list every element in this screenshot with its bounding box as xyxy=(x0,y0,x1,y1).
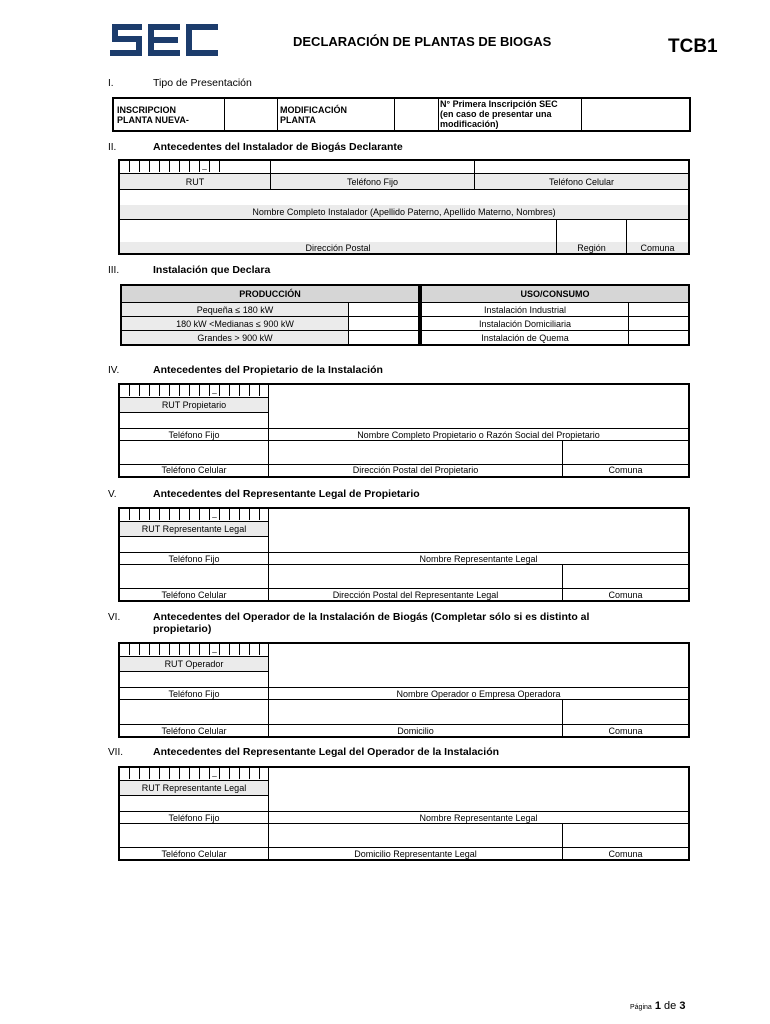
nombre-label: Nombre Completo Propietario o Razón Social del Propietario xyxy=(269,429,688,440)
uso-checkbox[interactable] xyxy=(629,303,688,316)
nombre-label: Nombre Representante Legal xyxy=(269,812,688,823)
uso-row-label: Instalación Industrial xyxy=(422,303,628,316)
rut-label: RUT Operador xyxy=(120,657,268,671)
produccion-row-label: 180 kW <Medianas ≤ 900 kW xyxy=(122,317,348,330)
uso-checkbox[interactable] xyxy=(629,317,688,330)
produccion-row-label: Pequeña ≤ 180 kW xyxy=(122,303,348,316)
operador-table xyxy=(118,642,690,738)
section-title: Tipo de Presentación xyxy=(153,77,252,89)
tel-fijo-label: Teléfono Fijo xyxy=(120,688,268,699)
tel-fijo-label: Teléfono Fijo xyxy=(120,553,268,564)
direccion-label: Dirección Postal del Representante Legal xyxy=(269,589,562,600)
rut-input[interactable]: _ xyxy=(120,509,260,520)
comuna-label: Comuna xyxy=(563,848,688,859)
comuna-label: Comuna xyxy=(563,725,688,736)
section-title: Instalación que Declara xyxy=(153,264,271,276)
direccion-label: Dirección Postal xyxy=(120,242,556,253)
rut-label: RUT xyxy=(120,174,270,189)
produccion-checkbox[interactable] xyxy=(349,303,418,316)
section-number: I. xyxy=(108,78,114,89)
sec-logo xyxy=(108,22,220,58)
rut-input[interactable]: _ xyxy=(120,161,220,172)
section-number: V. xyxy=(108,489,117,500)
produccion-table xyxy=(120,284,420,346)
produccion-header: PRODUCCIÓN xyxy=(122,286,418,302)
rut-input[interactable]: _ xyxy=(120,385,260,396)
nombre-input[interactable] xyxy=(269,644,688,687)
installer-table xyxy=(118,159,690,255)
primera-inscripcion-input[interactable] xyxy=(582,99,689,130)
section-title: Antecedentes del Representante Legal de Propietario xyxy=(153,488,420,500)
rep-operador-table xyxy=(118,766,690,861)
uso-table xyxy=(420,284,690,346)
inscripcion-checkbox[interactable] xyxy=(225,99,277,130)
nombre-label: Nombre Representante Legal xyxy=(269,553,688,564)
tel-cel-label: Teléfono Celular xyxy=(120,725,268,736)
region-label: Región xyxy=(557,242,626,253)
section-title: Antecedentes del Operador de la Instalación de Biogás (Completar sólo si es distinto al xyxy=(153,611,590,623)
page-of: de xyxy=(664,1000,677,1012)
section-title: Antecedentes del Propietario de la Instalación xyxy=(153,364,383,376)
uso-row-label: Instalación de Quema xyxy=(422,331,628,344)
nombre-input[interactable] xyxy=(269,385,688,428)
tel-fijo-label: Teléfono Fijo xyxy=(120,812,268,823)
rut-input[interactable]: _ xyxy=(120,644,260,655)
page-number xyxy=(630,1000,685,1012)
comuna-label: Comuna xyxy=(627,242,688,253)
rut-label: RUT Representante Legal xyxy=(120,522,268,536)
rut-label: RUT Representante Legal xyxy=(120,781,268,795)
direccion-label: Domicilio xyxy=(269,725,562,736)
direccion-input[interactable] xyxy=(120,220,556,242)
inscripcion-label: INSCRIPCION PLANTA NUEVA- xyxy=(117,105,189,125)
direccion-label: Dirección Postal del Propietario xyxy=(269,464,562,476)
tel-cel-label: Teléfono Celular xyxy=(475,174,688,189)
presentation-type-table xyxy=(112,97,691,132)
modificacion-checkbox[interactable] xyxy=(395,99,438,130)
section-number: III. xyxy=(108,265,120,276)
tel-fijo-label: Teléfono Fijo xyxy=(271,174,474,189)
comuna-label: Comuna xyxy=(563,464,688,476)
direccion-label: Domicilio Representante Legal xyxy=(269,848,562,859)
page-total: 3 xyxy=(679,1000,686,1012)
nombre-input[interactable] xyxy=(269,509,688,552)
form-code: TCB1 xyxy=(668,36,718,57)
page-title: DECLARACIÓN DE PLANTAS DE BIOGAS xyxy=(293,34,552,49)
uso-checkbox[interactable] xyxy=(629,331,688,344)
section-title: Antecedentes del Instalador de Biogás Declarante xyxy=(153,141,403,153)
representante-table xyxy=(118,507,690,602)
tel-cel-label: Teléfono Celular xyxy=(120,848,268,859)
page-current: 1 xyxy=(654,1000,661,1012)
tel-cel-label: Teléfono Celular xyxy=(120,589,268,600)
propietario-table xyxy=(118,383,690,478)
uso-row-label: Instalación Domiciliaria xyxy=(422,317,628,330)
tel-cel-label: Teléfono Celular xyxy=(120,464,268,476)
uso-header: USO/CONSUMO xyxy=(422,286,688,302)
section-title-cont: propietario) xyxy=(153,623,212,635)
section-number: VII. xyxy=(108,747,124,758)
tel-fijo-label: Teléfono Fijo xyxy=(120,429,268,440)
rut-input[interactable]: _ xyxy=(120,768,260,779)
section-number: IV. xyxy=(108,365,120,376)
nombre-instalador-input[interactable] xyxy=(120,190,688,204)
nombre-label: Nombre Operador o Empresa Operadora xyxy=(269,688,688,699)
primera-inscripcion-label: N° Primera Inscripción SEC (en caso de presentar una modificación) xyxy=(440,99,558,129)
section-number: II. xyxy=(108,142,117,153)
section-title: Antecedentes del Representante Legal del Operador de la Instalación xyxy=(153,746,500,758)
page-word: Página xyxy=(630,1004,652,1011)
comuna-label: Comuna xyxy=(563,589,688,600)
produccion-checkbox[interactable] xyxy=(349,317,418,330)
modificacion-label: MODIFICACIÓN PLANTA xyxy=(280,105,347,125)
sec-logo-icon xyxy=(108,22,220,58)
rut-label: RUT Propietario xyxy=(120,398,268,412)
nombre-input[interactable] xyxy=(269,768,688,811)
section-number: VI. xyxy=(108,612,121,623)
produccion-checkbox[interactable] xyxy=(349,331,418,344)
produccion-row-label: Grandes > 900 kW xyxy=(122,331,348,344)
nombre-instalador-label: Nombre Completo Instalador (Apellido Paterno, Apellido Materno, Nombres) xyxy=(120,205,688,219)
